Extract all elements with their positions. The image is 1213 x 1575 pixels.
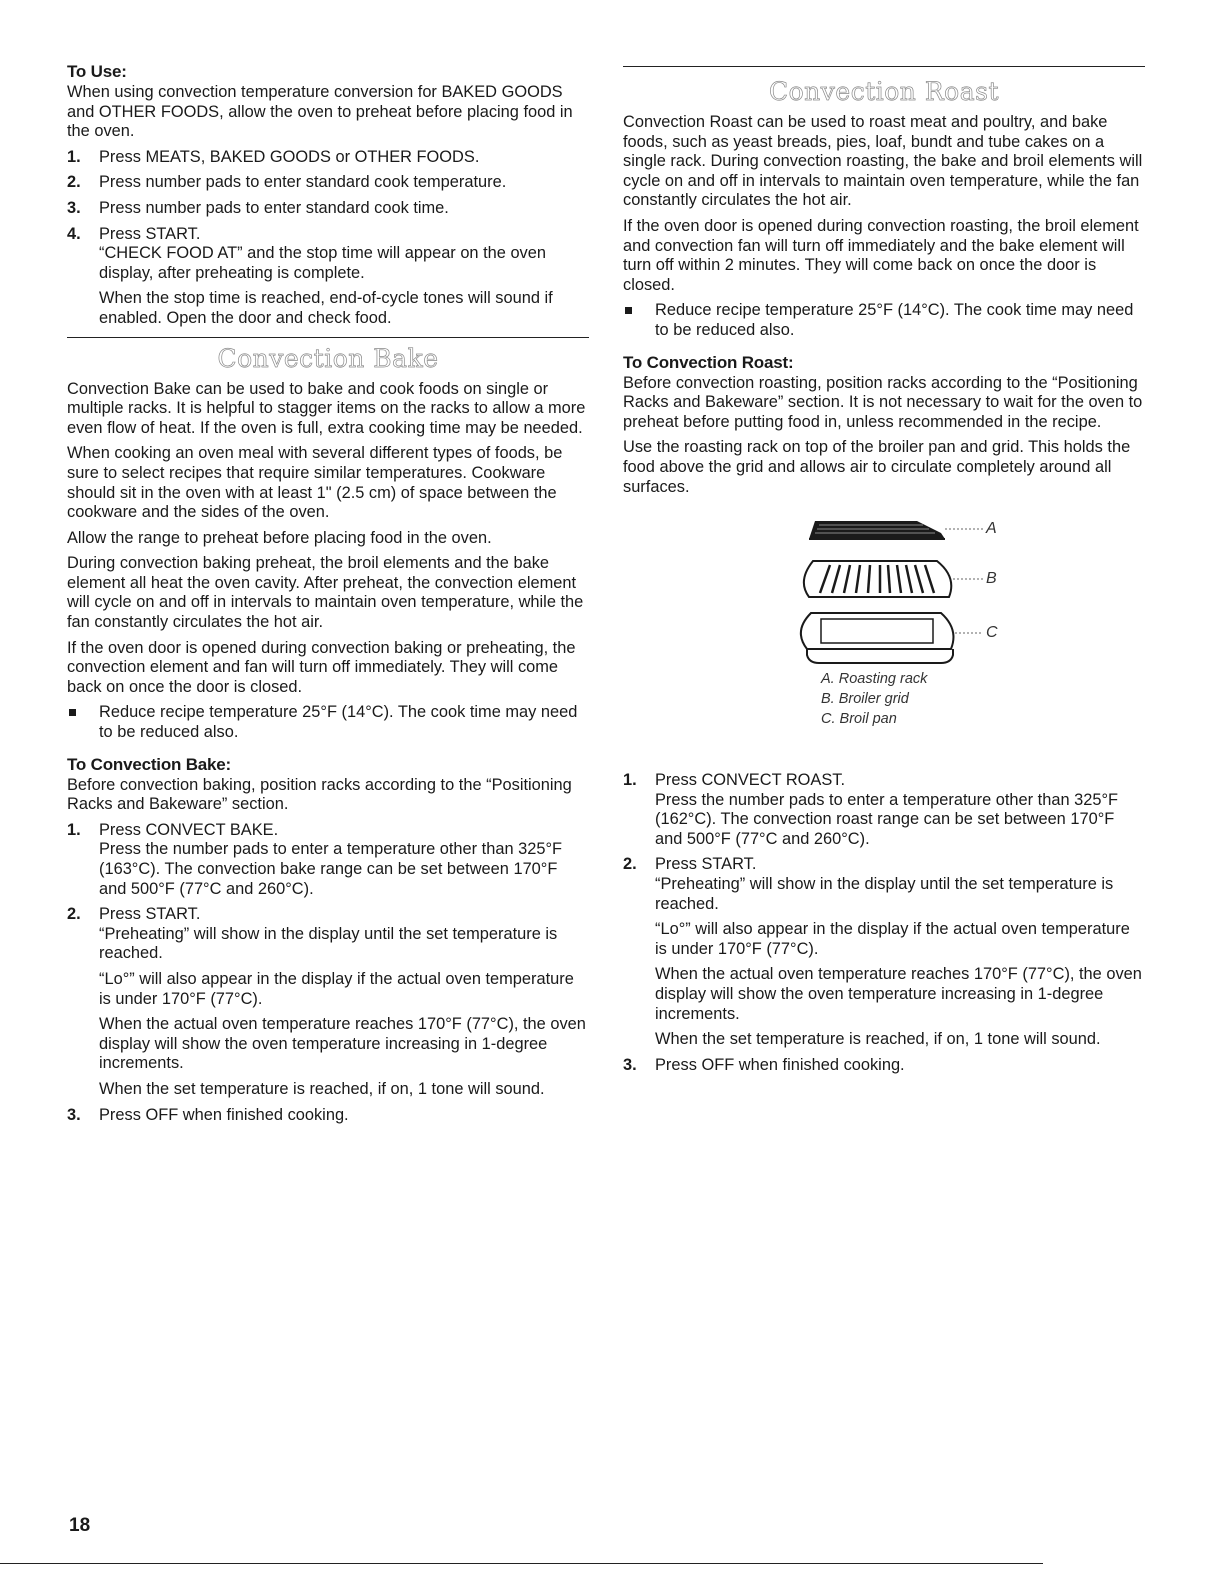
step-subtext: When the stop time is reached, end-of-cycle tones will sound if enabled. Open the door and check food. [99, 289, 553, 327]
to-use-step-1 [67, 148, 589, 168]
bake-step-3 [67, 1106, 589, 1126]
bake-step-1 [67, 821, 589, 899]
to-use-steps [67, 148, 589, 329]
figure-label-a: A [986, 520, 997, 538]
convection-bake-paragraph: Allow the range to preheat before placing food in the oven. [67, 528, 492, 547]
convection-bake-paragraph: When cooking an oven meal with several different types of foods, be sure to select recipes that require similar temperatures. Cookware should sit in the oven with at least 1" (2.5 cm) of space between the cookware and the sides of the oven. [67, 444, 563, 522]
convection-bake-paragraph: During convection baking preheat, the broil elements and the bake element all heat the oven cavity. After preheat, the convection element will cycle on and off in intervals to maintain oven temperature, while the fan constantly circulates the hot air. [67, 554, 584, 632]
convection-roast-steps [623, 771, 1145, 1075]
bullet-square-icon [625, 307, 632, 314]
step-subtext: “Lo°” will also appear in the display if the actual oven temperature is under 170°F (77°C). [99, 969, 574, 1008]
step-text: Press CONVECT ROAST. [655, 771, 846, 790]
step-subtext: “Preheating” will show in the display until the set temperature is reached. [655, 875, 1114, 913]
step-number: 1. [67, 147, 81, 166]
step-subtext: When the actual oven temperature reaches 170°F (77°C), the oven display will show the oven temperature increasing in 1-degree increments. [655, 965, 1142, 1023]
step-number: 2. [67, 905, 81, 924]
step-number: 1. [67, 820, 81, 839]
to-convection-bake-heading: To Convection Bake: [67, 754, 232, 774]
to-convection-bake-intro: Before convection baking, position racks according to the “Positioning Racks and Bakeware” section. [67, 775, 572, 814]
step-number: 3. [67, 198, 81, 217]
step-text: Press OFF when finished cooking. [99, 1105, 349, 1124]
step-number: 1. [623, 771, 637, 790]
step-text: Press OFF when finished cooking. [655, 1055, 905, 1074]
step-number: 3. [623, 1055, 637, 1074]
bullet-square-icon [69, 709, 76, 716]
broil-pan-icon [801, 613, 983, 663]
bake-reduce-temp-bullet [67, 703, 589, 742]
bullet-text: Reduce recipe temperature 25°F (14°C). The cook time may need to be reduced also. [655, 301, 1134, 339]
step-subtext: Press the number pads to enter a temperature other than 325°F (162°C). The convection roast range can be set between 170°F and 500°F (77°C and 260°C). [655, 790, 1119, 848]
step-subtext: “CHECK FOOD AT” and the stop time will appear on the oven display, after preheating is complete. [99, 244, 546, 282]
figure-label-b: B [986, 570, 997, 588]
to-use-step-2 [67, 173, 589, 193]
to-use-intro: When using convection temperature conversion for BAKED GOODS and OTHER FOODS, allow the oven to preheat before placing food in the oven. [67, 83, 573, 141]
roast-reduce-temp-bullet [623, 301, 1145, 340]
step-text: Press number pads to enter standard cook time. [99, 198, 449, 217]
section-divider [623, 66, 1145, 67]
roast-step-3 [623, 1056, 1145, 1076]
to-convection-roast-paragraph: Use the roasting rack on top of the broiler pan and grid. This holds the food above the grid and allows air to circulate completely around all surfaces. [623, 438, 1131, 496]
step-subtext: When the set temperature is reached, if on, 1 tone will sound. [99, 1079, 545, 1098]
to-use-step-4 [67, 225, 589, 329]
to-convection-roast-paragraph: Before convection roasting, position racks according to the “Positioning Racks and Bakeware” section. It is not necessary to wait for the oven to preheat before putting food in, unless recommended in the recipe. [623, 373, 1143, 431]
bottom-rule [0, 1563, 1043, 1564]
step-text: Press MEATS, BAKED GOODS or OTHER FOODS. [99, 147, 480, 166]
roast-step-1 [623, 771, 1145, 849]
roasting-rack-diagram [623, 505, 1145, 757]
caption-roasting-rack: A. Roasting rack [821, 671, 928, 688]
step-text: Press START. [99, 224, 201, 243]
step-subtext: “Lo°” will also appear in the display if the actual oven temperature is under 170°F (77°C). [655, 920, 1130, 958]
right-column [623, 62, 1145, 1081]
convection-roast-paragraph: Convection Roast can be used to roast meat and poultry, and bake foods, such as yeast breads, pies, loaf, bundt and tube cakes on a single rack. During convection roasting, the bake and broil elements will cycle on and off in intervals to maintain oven temperature, while the fan constantly circulates the hot air. [623, 113, 1143, 210]
roasting-rack-illustration [623, 505, 1145, 665]
step-text: Press START. [655, 855, 757, 874]
broiler-grid-icon [804, 561, 983, 597]
step-subtext: When the actual oven temperature reaches 170°F (77°C), the oven display will show the oven temperature increasing in 1-degree increments. [99, 1015, 586, 1073]
caption-broil-pan: C. Broil pan [821, 711, 897, 728]
section-divider [67, 337, 589, 338]
convection-roast-title: Convection Roast [769, 77, 999, 106]
step-subtext: Press the number pads to enter a temperature other than 325°F (163°C). The convection bake range can be set between 170°F and 500°F (77°C and 260°C). [99, 840, 563, 898]
step-number: 2. [67, 173, 81, 192]
step-text: Press CONVECT BAKE. [99, 820, 279, 839]
roasting-rack-icon [809, 521, 983, 539]
step-text: Press number pads to enter standard cook temperature. [99, 173, 507, 192]
figure-captions [821, 669, 927, 729]
convection-bake-steps [67, 821, 589, 1125]
to-use-step-3 [67, 199, 589, 219]
to-convection-roast-heading: To Convection Roast: [623, 352, 794, 372]
caption-broiler-grid: B. Broiler grid [821, 691, 909, 708]
step-subtext: When the set temperature is reached, if on, 1 tone will sound. [655, 1030, 1101, 1049]
roast-step-2 [623, 855, 1145, 1049]
bullet-text: Reduce recipe temperature 25°F (14°C). The cook time may need to be reduced also. [99, 703, 578, 742]
page-number: 18 [69, 1515, 91, 1536]
step-text: Press START. [99, 905, 201, 924]
step-number: 2. [623, 855, 637, 874]
convection-bake-paragraph: Convection Bake can be used to bake and cook foods on single or multiple racks. It is helpful to stagger items on the racks to allow a more even flow of heat. If the oven is full, extra cooking time may be needed. [67, 379, 586, 437]
convection-bake-title: Convection Bake [217, 343, 439, 373]
convection-bake-paragraph: If the oven door is opened during convection baking or preheating, the convection element and fan will turn off immediately. They will come back on once the door is closed. [67, 638, 576, 696]
step-subtext: “Preheating” will show in the display until the set temperature is reached. [99, 924, 558, 963]
to-use-heading: To Use: [67, 62, 127, 81]
step-number: 4. [67, 224, 81, 243]
left-column [67, 62, 589, 1131]
bake-step-2 [67, 905, 589, 1099]
figure-label-c: C [986, 624, 998, 642]
convection-roast-paragraph: If the oven door is opened during convection roasting, the broil element and convection fan will turn off immediately and the bake element will turn off within 2 minutes. They will come back on once the door is closed. [623, 216, 1139, 294]
step-number: 3. [67, 1105, 81, 1124]
